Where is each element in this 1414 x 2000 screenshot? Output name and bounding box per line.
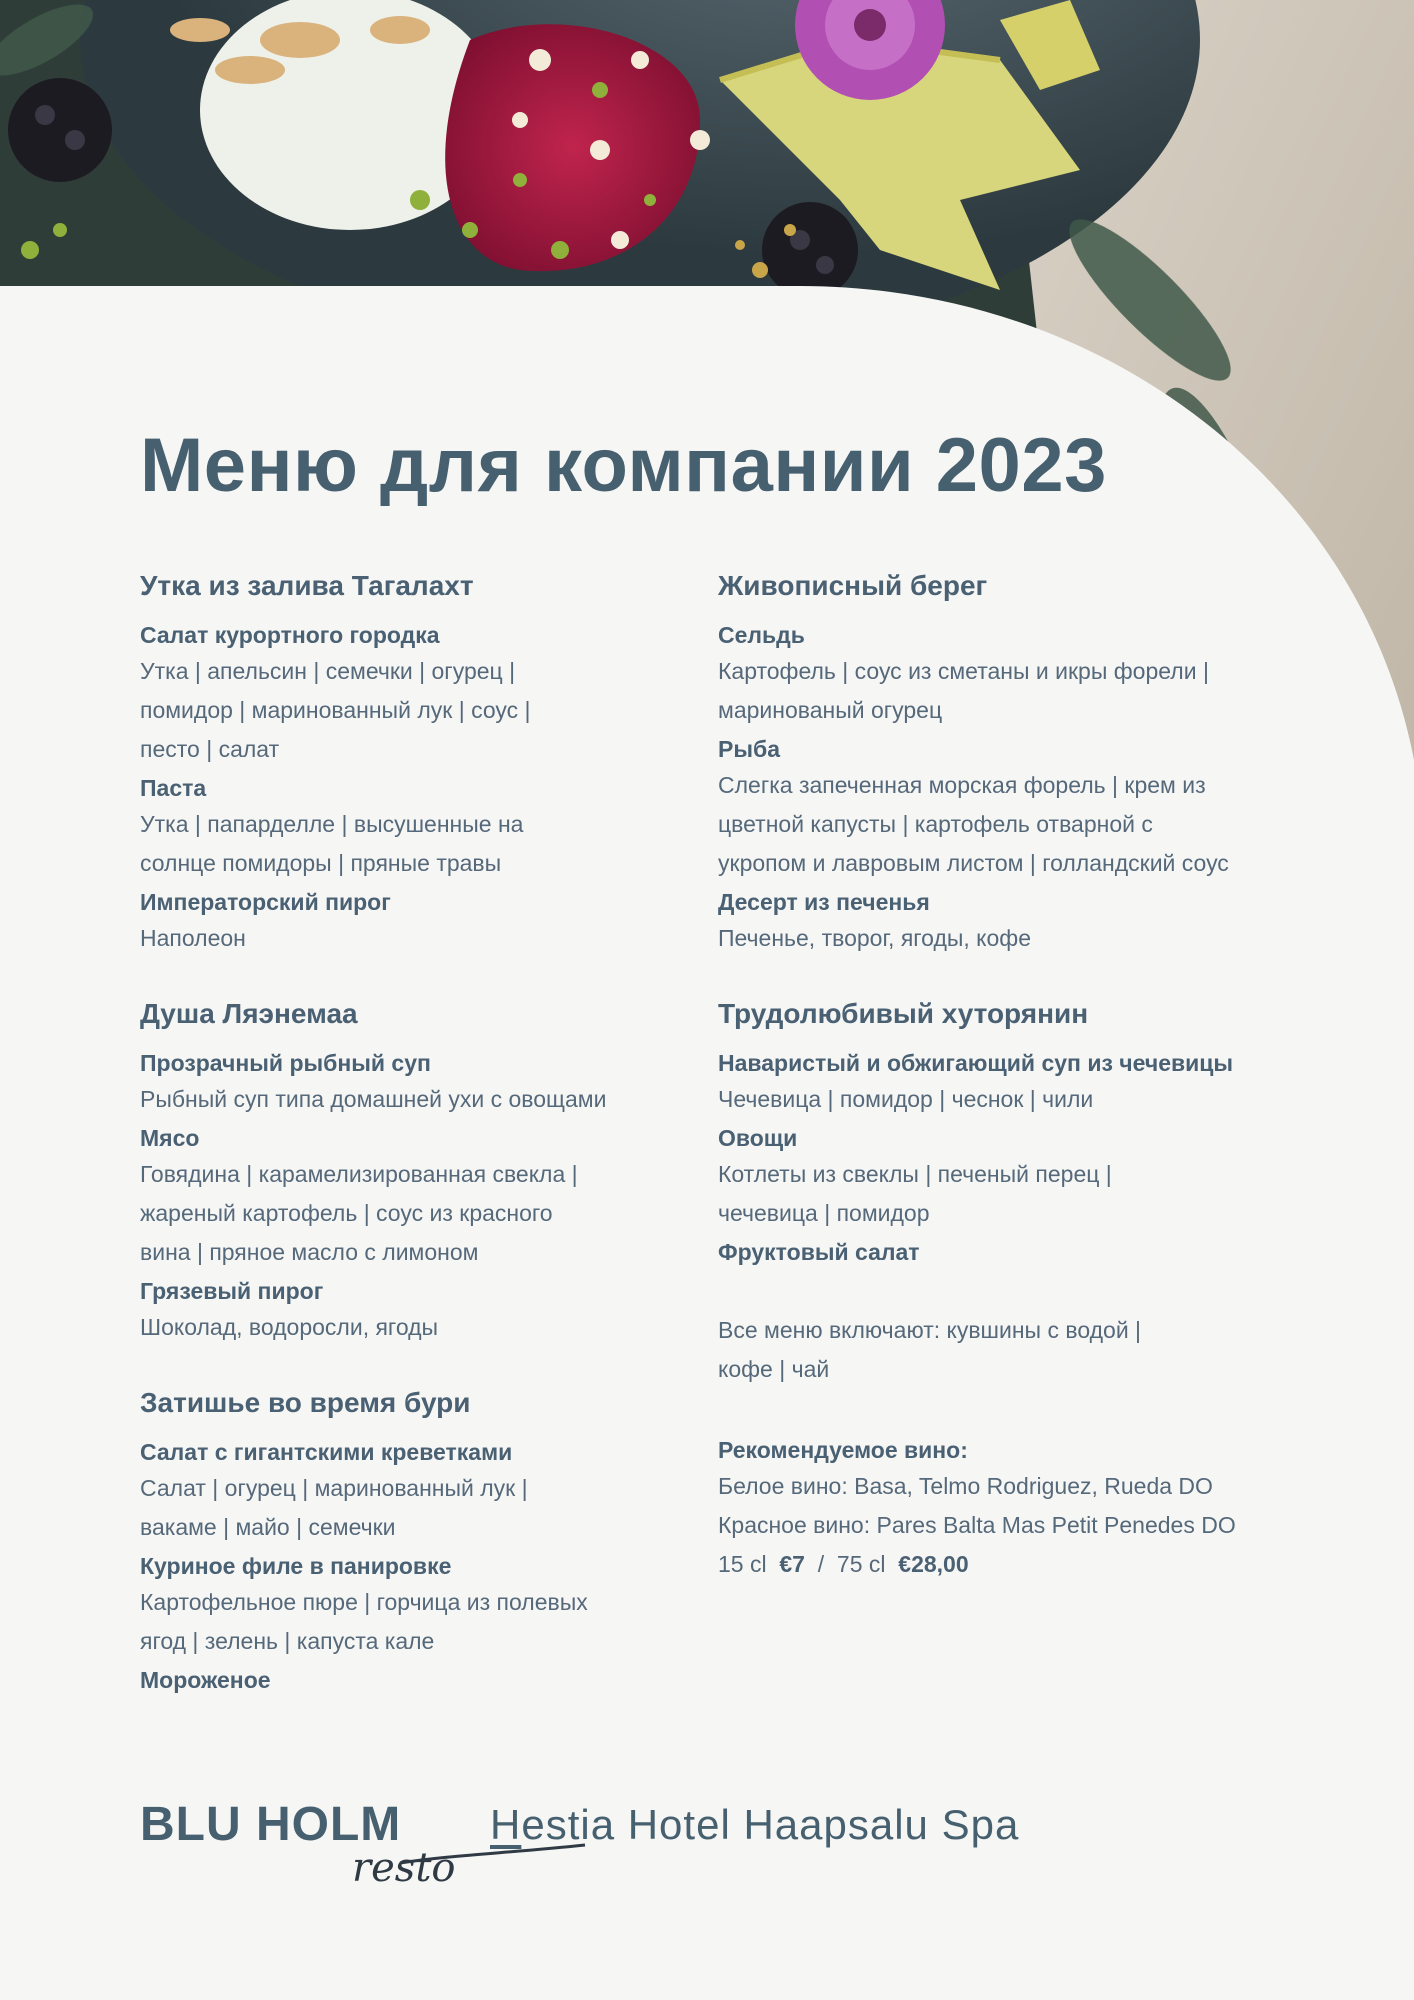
wine-price-small: €7 — [779, 1551, 805, 1577]
dish-description: Рыбный суп типа домашней ухи с овощами — [140, 1086, 607, 1112]
dish-name: Сельдь — [718, 622, 805, 648]
page-title: Меню для компании 2023 — [140, 423, 1107, 508]
dish-name: Паста — [140, 775, 207, 801]
dish-description: Утка | апельсин | семечки | огурец | помидор | маринованный лук | соус | песто | салат — [140, 658, 531, 762]
hotel-logo — [490, 1801, 1019, 1849]
dish-description: Печенье, творог, ягоды, кофе — [718, 925, 1032, 951]
dish-description: Слегка запеченная морская форель | крем из цветной капусты | картофель отварной с укропом и лавровым листом | голландский соус — [718, 772, 1229, 876]
wine-size-small: 15 cl — [718, 1551, 767, 1577]
dish-name: Мороженое — [140, 1667, 271, 1693]
wine-price-line — [718, 1545, 1328, 1584]
dish-name: Фруктовый салат — [718, 1239, 920, 1265]
dish-name: Императорский пирог — [140, 889, 391, 915]
wine-size-large: 75 cl — [836, 1551, 886, 1577]
dish-name: Салат курортного городка — [140, 622, 440, 648]
section-title: Душа Ляэнемаа — [140, 998, 358, 1029]
dish-description: Наполеон — [140, 925, 246, 951]
dish-name: Наваристый и обжигающий суп из чечевицы — [718, 1050, 1234, 1076]
menu-section — [718, 996, 1328, 1269]
section-title: Трудолюбивый хуторянин — [718, 998, 1089, 1029]
blu-holm-logo: BLU HOLM — [140, 1798, 402, 1851]
menu-section — [140, 568, 700, 958]
dish-name: Куриное филе в панировке — [140, 1553, 452, 1579]
menu-section — [140, 996, 700, 1347]
dish-description: Котлеты из свеклы | печеный перец | чечевица | помидор — [718, 1161, 1112, 1226]
dish-description: Салат | огурец | маринованный лук | вакаме | майо | семечки — [140, 1475, 528, 1540]
wine-red: Красное вино: Pares Balta Mas Petit Penedes DO — [718, 1512, 1236, 1538]
wine-price-large: €28,00 — [898, 1551, 969, 1577]
dish-description: Чечевица | помидор | чеснок | чили — [718, 1086, 1094, 1112]
section-title: Живописный берег — [718, 570, 988, 601]
dish-name: Мясо — [140, 1125, 200, 1151]
hotel-logo-text: estia Hotel Haapsalu Spa — [521, 1801, 1020, 1848]
menu-section — [140, 1385, 700, 1697]
hotel-logo-initial: H — [490, 1801, 522, 1848]
resto-logo-text: resto — [352, 1845, 456, 1891]
dish-name: Рыба — [718, 736, 780, 762]
dish-description: Картофель | соус из сметаны и икры форели | маринованый огурец — [718, 658, 1209, 723]
section-title: Утка из залива Тагалахт — [140, 570, 474, 601]
dish-name: Грязевый пирог — [140, 1278, 324, 1304]
dish-description: Утка | папарделле | высушенные на солнце помидоры | пряные травы — [140, 811, 524, 876]
menu-section — [718, 568, 1328, 958]
menu-column-left — [140, 568, 700, 1735]
dish-name: Десерт из печенья — [718, 889, 930, 915]
dish-name: Прозрачный рыбный суп — [140, 1050, 431, 1076]
wine-white: Белое вино: Basa, Telmo Rodriguez, Rueda DO — [718, 1473, 1213, 1499]
includes-note: Все меню включают: кувшины с водой | кофе | чай — [718, 1317, 1142, 1382]
dish-description: Картофельное пюре | горчица из полевых ягод | зелень | капуста кале — [140, 1589, 588, 1654]
menu-column-right — [718, 568, 1328, 1584]
dish-name: Салат с гигантскими креветками — [140, 1439, 513, 1465]
dish-name: Овощи — [718, 1125, 798, 1151]
wine-title: Рекомендуемое вино: — [718, 1437, 968, 1463]
price-separator: / — [817, 1551, 825, 1577]
dish-description: Говядина | карамелизированная свекла | жареный картофель | соус из красного вина | пряное масло с лимоном — [140, 1161, 578, 1265]
dish-description: Шоколад, водоросли, ягоды — [140, 1314, 439, 1340]
section-title: Затишье во время бури — [140, 1387, 471, 1418]
footer — [140, 1795, 1140, 1905]
